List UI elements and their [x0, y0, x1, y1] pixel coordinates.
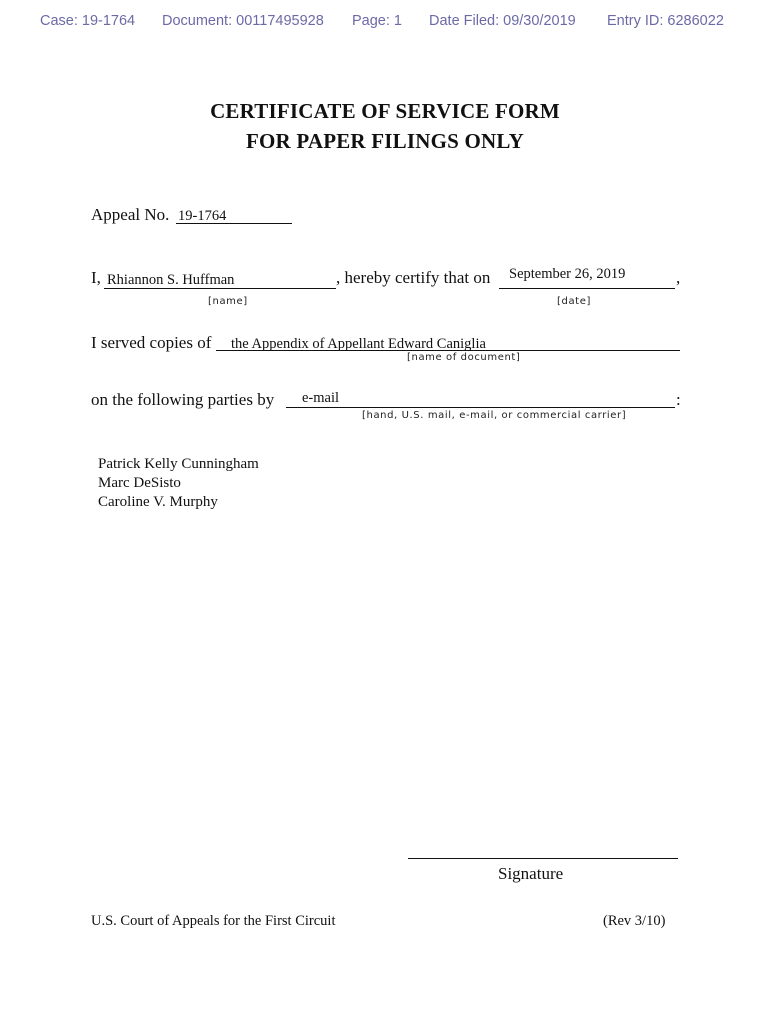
party-item: Patrick Kelly Cunningham — [98, 456, 259, 472]
certify-suffix: , — [676, 268, 681, 287]
appeal-label: Appeal No. — [91, 205, 170, 224]
appeal-number: 19-1764 — [178, 208, 227, 224]
form-title — [0, 96, 770, 156]
method-suffix: : — [676, 390, 681, 409]
party-list — [98, 455, 259, 512]
party-item: Caroline V. Murphy — [98, 494, 218, 510]
page-number: Page: 1 — [352, 13, 402, 29]
appeal-number-line — [176, 223, 292, 224]
signature-line — [408, 858, 678, 859]
certify-middle: , hereby certify that on — [336, 268, 491, 287]
service-date: September 26, 2019 — [509, 266, 626, 282]
signature-label: Signature — [498, 864, 564, 883]
date-filed: Date Filed: 09/30/2019 — [429, 13, 576, 29]
name-hint: [name] — [208, 296, 248, 307]
party-item: Marc DeSisto — [98, 475, 181, 491]
date-hint: [date] — [557, 296, 591, 307]
document-hint: [name of document] — [407, 352, 521, 363]
date-line — [499, 288, 675, 289]
method-line — [286, 407, 675, 408]
document-number: Document: 00117495928 — [162, 13, 324, 29]
name-line — [104, 288, 336, 289]
service-method: e-mail — [302, 390, 340, 406]
entry-id: Entry ID: 6286022 — [607, 13, 724, 29]
form-revision: (Rev 3/10) — [603, 913, 666, 929]
title-line-2: FOR PAPER FILINGS ONLY — [245, 129, 524, 153]
case-number: Case: 19-1764 — [40, 13, 136, 29]
filing-header — [0, 13, 770, 35]
method-label: on the following parties by — [91, 390, 275, 409]
title-line-1: CERTIFICATE OF SERVICE FORM — [210, 99, 560, 123]
document-line — [216, 350, 680, 351]
document-name: the Appendix of Appellant Edward Caniglia — [231, 336, 486, 352]
method-hint: [hand, U.S. mail, e-mail, or commercial carrier] — [362, 410, 627, 421]
certify-prefix: I, — [91, 268, 101, 287]
served-label: I served copies of — [91, 333, 212, 352]
court-name: U.S. Court of Appeals for the First Circuit — [91, 913, 336, 929]
certifier-name: Rhiannon S. Huffman — [107, 272, 235, 288]
